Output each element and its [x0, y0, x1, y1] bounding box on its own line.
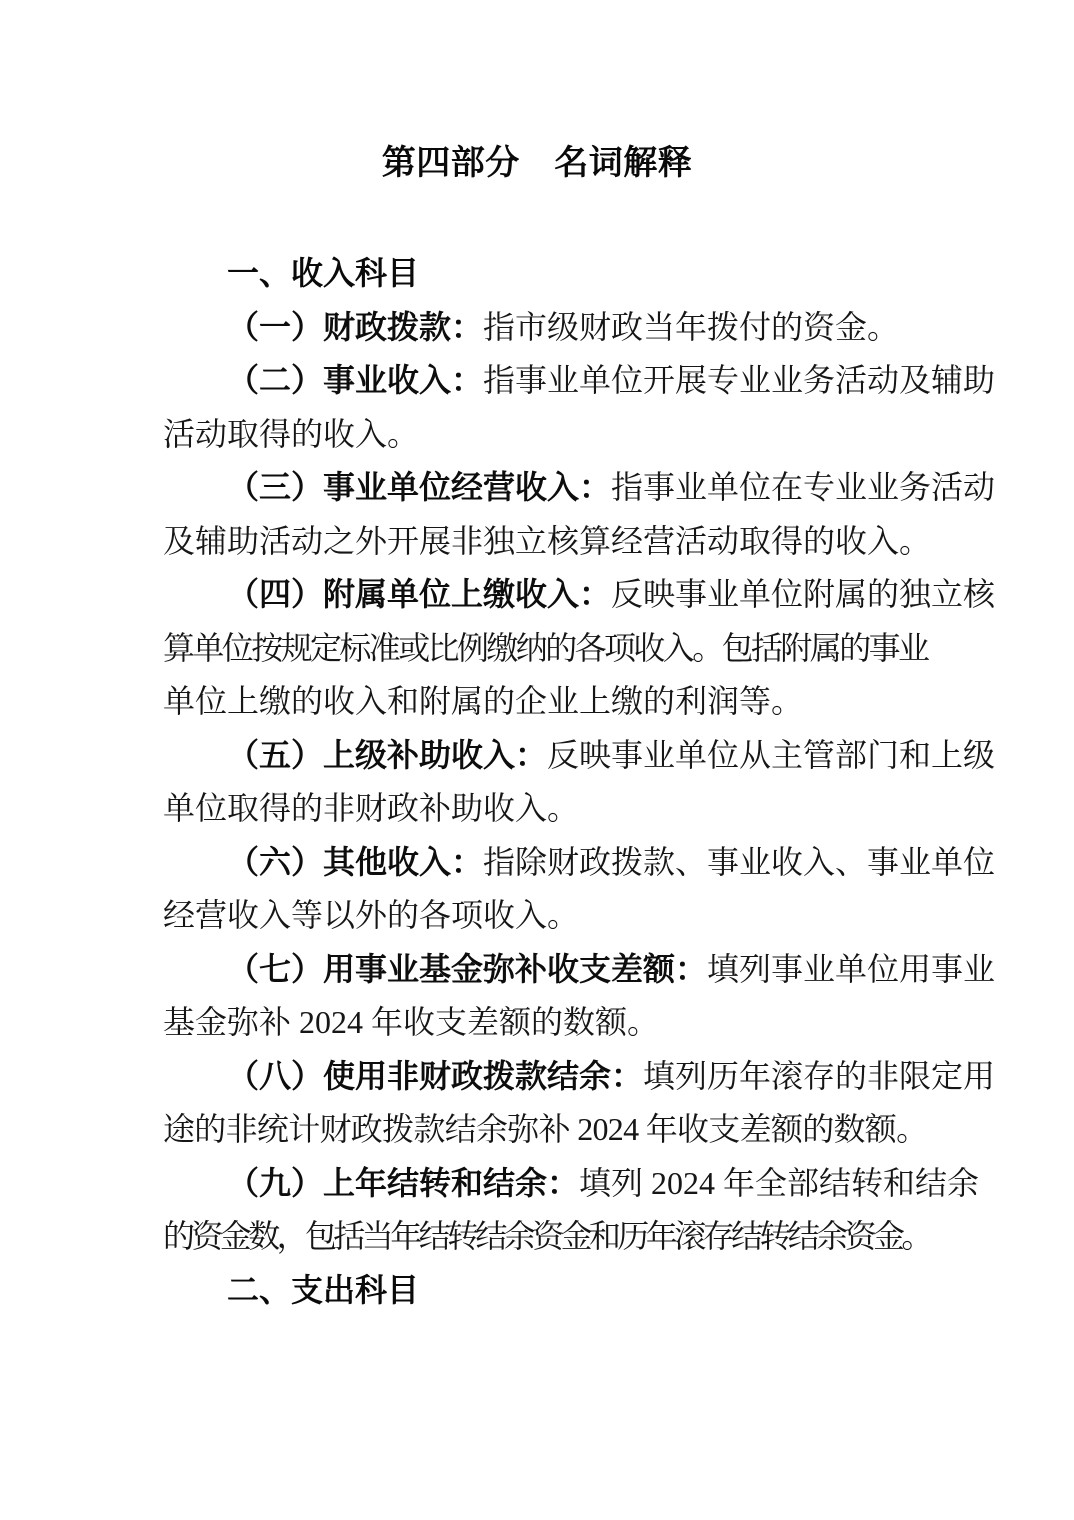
term-definition: 反映事业单位附属的独立核: [611, 576, 996, 612]
section-heading-expense: 二、支出科目: [227, 1271, 420, 1308]
term-line-1: [163, 301, 931, 355]
term-line-3: [163, 461, 996, 515]
term-line-9: [163, 1157, 980, 1211]
term-label: （八）使用非财政拨款结余：: [227, 1057, 644, 1094]
term-label: （七）用事业基金弥补收支差额：: [227, 950, 708, 987]
definition-line: 基金弥补 2024 年收支差额的数额。: [163, 1004, 660, 1040]
term-definition: 填列事业单位用事业: [707, 950, 996, 987]
term-line-4: [163, 568, 996, 622]
term-label: （三）事业单位经营收入：: [227, 469, 612, 505]
definition-line: 活动取得的收入。: [163, 415, 420, 452]
document-body: [163, 247, 996, 1317]
term-line-6: [163, 836, 996, 890]
term-definition: 指市级财政当年拨付的资金。: [483, 308, 900, 345]
term-line-5: [163, 729, 996, 783]
definition-line: 单位上缴的收入和附属的企业上缴的利润等。: [163, 683, 804, 719]
term-label: （一）财政拨款：: [227, 308, 484, 345]
term-definition: 填列 2024 年全部结转和结余: [579, 1164, 980, 1201]
document-title: 第四部分 名词解释: [381, 144, 693, 182]
definition-line: 单位取得的非财政补助收入。: [163, 790, 580, 826]
term-label: （九）上年结转和结余：: [227, 1164, 580, 1201]
term-definition: 反映事业单位从主管部门和上级: [547, 736, 996, 773]
term-line-2: [163, 354, 996, 408]
definition-line: 的资金数，包括当年结转结余资金和历年滚存结转结余资金。: [163, 1218, 930, 1254]
definition-line: 途的非统计财政拨款结余弥补 2024 年收支差额的数额。: [163, 1111, 928, 1147]
term-definition: 填列历年滚存的非限定用: [643, 1057, 996, 1094]
term-definition: 指事业单位在专业业务活动: [611, 469, 996, 505]
section-heading-income: 一、收入科目: [227, 255, 420, 291]
term-line-8: [163, 1050, 996, 1104]
term-label: （二）事业收入：: [227, 362, 484, 398]
term-definition: 指除财政拨款、事业收入、事业单位: [483, 843, 996, 880]
definition-line: 经营收入等以外的各项收入。: [163, 897, 580, 933]
definition-line: 算单位按规定标准或比例缴纳的各项收入。包括附属的事业: [163, 629, 928, 666]
term-label: （六）其他收入：: [227, 843, 484, 880]
term-definition: 指事业单位开展专业业务活动及辅助: [483, 362, 996, 398]
term-line-7: [163, 943, 996, 997]
term-label: （五）上级补助收入：: [227, 736, 548, 773]
term-label: （四）附属单位上缴收入：: [227, 576, 612, 612]
definition-line: 及辅助活动之外开展非独立核算经营活动取得的收入。: [163, 522, 932, 559]
